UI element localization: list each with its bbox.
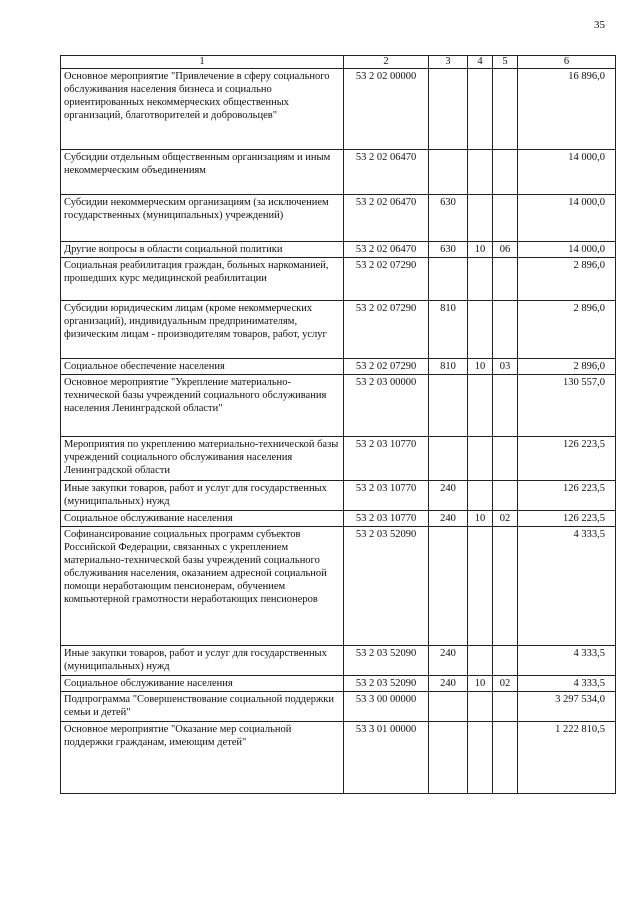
row-section	[468, 646, 493, 676]
row-code: 53 2 03 10770	[344, 511, 429, 527]
table-row	[61, 527, 616, 646]
row-section	[468, 258, 493, 301]
header-cell: 4	[468, 56, 493, 69]
row-section	[468, 722, 493, 794]
row-expense-type: 240	[429, 676, 468, 692]
row-subsection	[493, 195, 518, 242]
row-subsection: 06	[493, 242, 518, 258]
table-row	[61, 69, 616, 150]
row-code: 53 2 02 07290	[344, 258, 429, 301]
row-subsection	[493, 692, 518, 722]
row-expense-type: 240	[429, 481, 468, 511]
table-row	[61, 676, 616, 692]
row-name: Социальное обеспечение населения	[61, 359, 344, 375]
row-name: Основное мероприятие "Привлечение в сферу социального обслуживания населения бизнеса и социально ориентированных некоммерческих общественных организаций, благотворителей и добровольцев"	[61, 69, 344, 150]
row-name: Социальное обслуживание населения	[61, 676, 344, 692]
row-section	[468, 150, 493, 195]
table-row	[61, 359, 616, 375]
row-amount: 16 896,0	[518, 69, 616, 150]
row-amount: 3 297 534,0	[518, 692, 616, 722]
row-code: 53 2 03 52090	[344, 676, 429, 692]
row-code: 53 2 03 00000	[344, 375, 429, 437]
header-cell: 6	[518, 56, 616, 69]
row-expense-type	[429, 150, 468, 195]
table-row	[61, 646, 616, 676]
row-subsection: 03	[493, 359, 518, 375]
table-row	[61, 150, 616, 195]
row-section	[468, 301, 493, 359]
row-amount: 1 222 810,5	[518, 722, 616, 794]
row-name: Социальное обслуживание населения	[61, 511, 344, 527]
row-amount: 4 333,5	[518, 646, 616, 676]
row-amount: 2 896,0	[518, 359, 616, 375]
row-code: 53 3 00 00000	[344, 692, 429, 722]
row-amount: 14 000,0	[518, 150, 616, 195]
row-name: Субсидии некоммерческим организациям (за исключением государственных (муниципальных) учреждений)	[61, 195, 344, 242]
row-name: Основное мероприятие "Укрепление материально-технической базы учреждений социального обслуживания населения Ленинградской области"	[61, 375, 344, 437]
row-code: 53 2 03 10770	[344, 437, 429, 481]
row-expense-type	[429, 69, 468, 150]
row-amount: 2 896,0	[518, 258, 616, 301]
header-cell: 3	[429, 56, 468, 69]
table-row	[61, 481, 616, 511]
row-section: 10	[468, 511, 493, 527]
row-subsection	[493, 722, 518, 794]
row-name: Иные закупки товаров, работ и услуг для государственных (муниципальных) нужд	[61, 646, 344, 676]
row-amount: 14 000,0	[518, 195, 616, 242]
row-name: Субсидии отдельным общественным организациям и иным некоммерческим объединениям	[61, 150, 344, 195]
row-subsection	[493, 375, 518, 437]
row-section	[468, 481, 493, 511]
row-subsection	[493, 258, 518, 301]
row-code: 53 2 02 07290	[344, 359, 429, 375]
row-name: Мероприятия по укреплению материально-технической базы учреждений социального обслуживания населения Ленинградской области	[61, 437, 344, 481]
row-expense-type	[429, 258, 468, 301]
row-code: 53 2 02 06470	[344, 195, 429, 242]
row-code: 53 2 02 07290	[344, 301, 429, 359]
row-subsection	[493, 437, 518, 481]
row-expense-type: 630	[429, 242, 468, 258]
row-subsection	[493, 150, 518, 195]
row-name: Другие вопросы в области социальной политики	[61, 242, 344, 258]
row-subsection: 02	[493, 511, 518, 527]
row-section	[468, 527, 493, 646]
header-cell: 1	[61, 56, 344, 69]
row-code: 53 3 01 00000	[344, 722, 429, 794]
row-expense-type: 630	[429, 195, 468, 242]
row-expense-type: 240	[429, 646, 468, 676]
row-subsection	[493, 646, 518, 676]
row-subsection	[493, 301, 518, 359]
row-section	[468, 375, 493, 437]
row-section	[468, 69, 493, 150]
row-code: 53 2 02 00000	[344, 69, 429, 150]
row-name: Софинансирование социальных программ субъектов Российской Федерации, связанных с укреплением материально-технической базы учреждений социального обслуживания населения, оказанием адресной социальной помощи неработающим пенсионерам, обучением компьютерной грамотности неработающих пенсионеров	[61, 527, 344, 646]
row-amount: 2 896,0	[518, 301, 616, 359]
row-code: 53 2 03 10770	[344, 481, 429, 511]
row-subsection	[493, 527, 518, 646]
header-cell: 5	[493, 56, 518, 69]
table-row	[61, 301, 616, 359]
row-code: 53 2 03 52090	[344, 646, 429, 676]
row-code: 53 2 02 06470	[344, 242, 429, 258]
row-name: Субсидии юридическим лицам (кроме некоммерческих организаций), индивидуальным предпринимателям, физическим лицам - производителям товаров, работ, услуг	[61, 301, 344, 359]
row-expense-type: 240	[429, 511, 468, 527]
header-cell: 2	[344, 56, 429, 69]
row-name: Иные закупки товаров, работ и услуг для государственных (муниципальных) нужд	[61, 481, 344, 511]
row-name: Основное мероприятие "Оказание мер социальной поддержки гражданам, имеющим детей"	[61, 722, 344, 794]
table-row	[61, 375, 616, 437]
row-amount: 126 223,5	[518, 437, 616, 481]
table-row	[61, 511, 616, 527]
row-expense-type	[429, 375, 468, 437]
row-expense-type: 810	[429, 359, 468, 375]
row-amount: 14 000,0	[518, 242, 616, 258]
row-code: 53 2 02 06470	[344, 150, 429, 195]
row-subsection: 02	[493, 676, 518, 692]
row-expense-type	[429, 437, 468, 481]
row-section	[468, 195, 493, 242]
row-amount: 126 223,5	[518, 511, 616, 527]
row-expense-type	[429, 722, 468, 794]
row-section: 10	[468, 242, 493, 258]
row-amount: 4 333,5	[518, 527, 616, 646]
row-amount: 130 557,0	[518, 375, 616, 437]
row-section	[468, 437, 493, 481]
table-row	[61, 258, 616, 301]
row-subsection	[493, 481, 518, 511]
table-header-row	[61, 56, 616, 69]
row-name: Подпрограмма "Совершенствование социальной поддержки семьи и детей"	[61, 692, 344, 722]
page-number: 35	[594, 19, 605, 31]
table-row	[61, 692, 616, 722]
table-row	[61, 195, 616, 242]
row-section: 10	[468, 676, 493, 692]
row-amount: 126 223,5	[518, 481, 616, 511]
row-expense-type	[429, 692, 468, 722]
row-name: Социальная реабилитация граждан, больных наркоманией, прошедших курс медицинской реабилитации	[61, 258, 344, 301]
table-row	[61, 242, 616, 258]
table-row	[61, 437, 616, 481]
row-amount: 4 333,5	[518, 676, 616, 692]
row-section: 10	[468, 359, 493, 375]
budget-table	[60, 55, 616, 794]
row-section	[468, 692, 493, 722]
row-expense-type	[429, 527, 468, 646]
table-row	[61, 722, 616, 794]
row-code: 53 2 03 52090	[344, 527, 429, 646]
row-subsection	[493, 69, 518, 150]
row-expense-type: 810	[429, 301, 468, 359]
